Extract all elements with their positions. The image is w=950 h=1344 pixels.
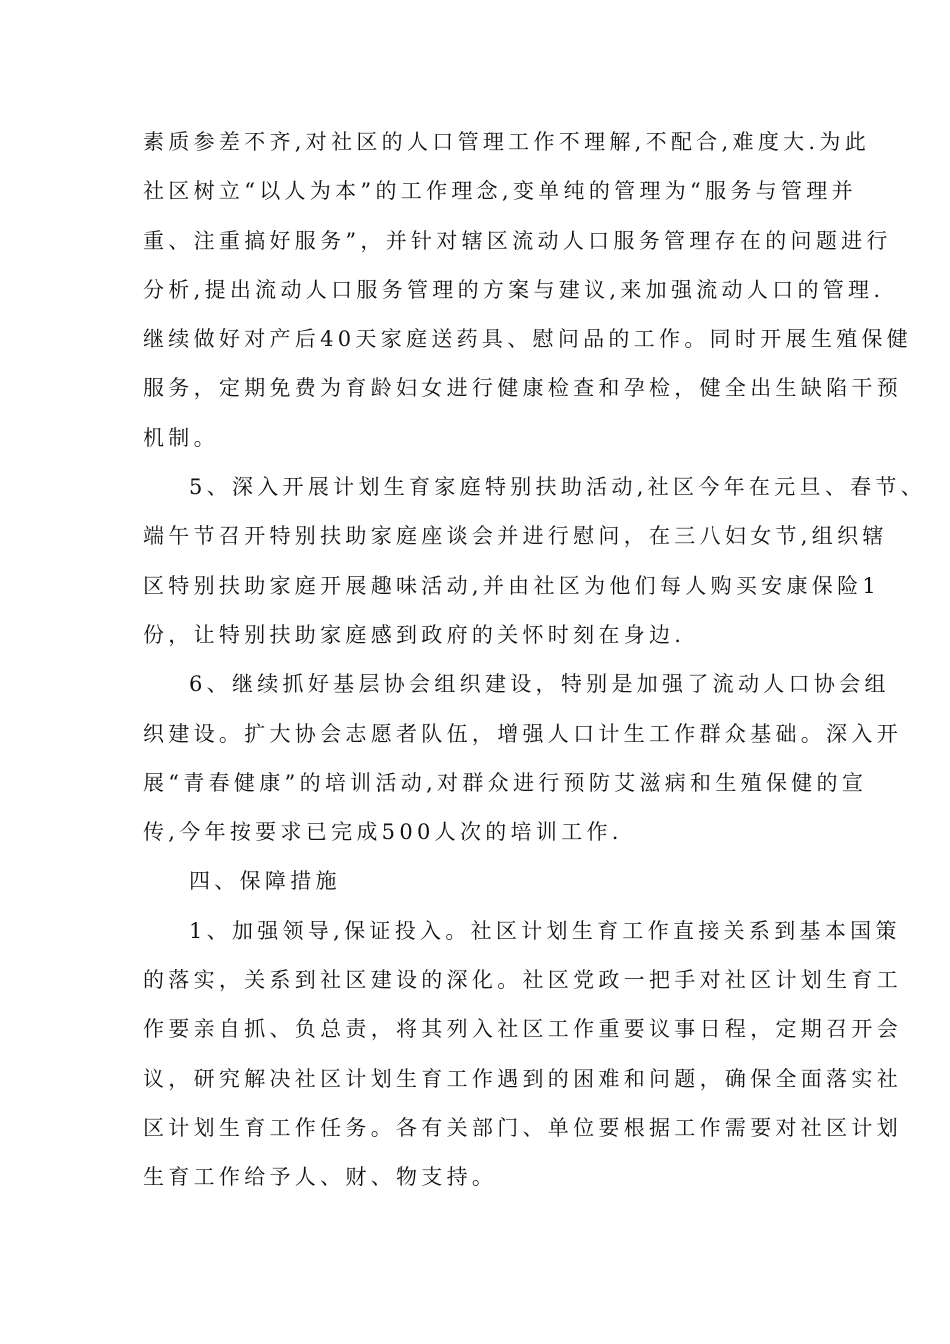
text-line: 继续做好对产后40天家庭送药具、慰问品的工作。同时开展生殖保健 [143,327,913,352]
section-heading: 四、保障措施 [189,869,341,894]
text-line: 传,今年按要求已完成500人次的培训工作. [143,820,623,845]
text-line: 端午节召开特别扶助家庭座谈会并进行慰问，在三八妇女节,组织辖 [143,524,888,549]
paragraph-1-start: 1、加强领导,保证投入。社区计划生育工作直接关系到基本国策 [189,918,901,943]
text-line: 生育工作给予人、财、物支持。 [143,1165,498,1190]
text-line: 社区树立“以人为本”的工作理念,变单纯的管理为“服务与管理并 [143,179,857,204]
text-line: 服务，定期免费为育龄妇女进行健康检查和孕检，健全出生缺陷干预 [143,376,902,401]
text-line: 素质参差不齐,对社区的人口管理工作不理解,不配合,难度大.为此 [143,130,870,154]
text-line: 机制。 [143,425,219,450]
text-line: 的落实，关系到社区建设的深化。社区党政一把手对社区计划生育工 [143,968,902,993]
paragraph-6-start: 6、继续抓好基层协会组织建设，特别是加强了流动人口协会组 [189,672,890,697]
text-line: 议，研究解决社区计划生育工作遇到的困难和问题，确保全面落实社 [143,1066,902,1091]
text-line: 分析,提出流动人口服务管理的方案与建议,来加强流动人口的管理. [143,277,885,302]
text-line: 重、注重搞好服务”，并针对辖区流动人口服务管理存在的问题进行 [143,228,892,253]
paragraph-5-start: 5、深入开展计划生育家庭特别扶助活动,社区今年在元旦、春节、 [189,475,927,500]
document-page [143,118,927,1203]
text-line: 织建设。扩大协会志愿者队伍，增强人口计生工作群众基础。深入开 [143,721,902,746]
text-line: 展“青春健康”的培训活动,对群众进行预防艾滋病和生殖保健的宣 [143,770,868,795]
text-line: 作要亲自抓、负总责，将其列入社区工作重要议事日程，定期召开会 [143,1017,902,1042]
text-line: 区特别扶助家庭开展趣味活动,并由社区为他们每人购买安康保险1 [143,573,881,598]
text-line: 份，让特别扶助家庭感到政府的关怀时刻在身边. [143,622,686,647]
text-line: 区计划生育工作任务。各有关部门、单位要根据工作需要对社区计划 [143,1115,902,1140]
